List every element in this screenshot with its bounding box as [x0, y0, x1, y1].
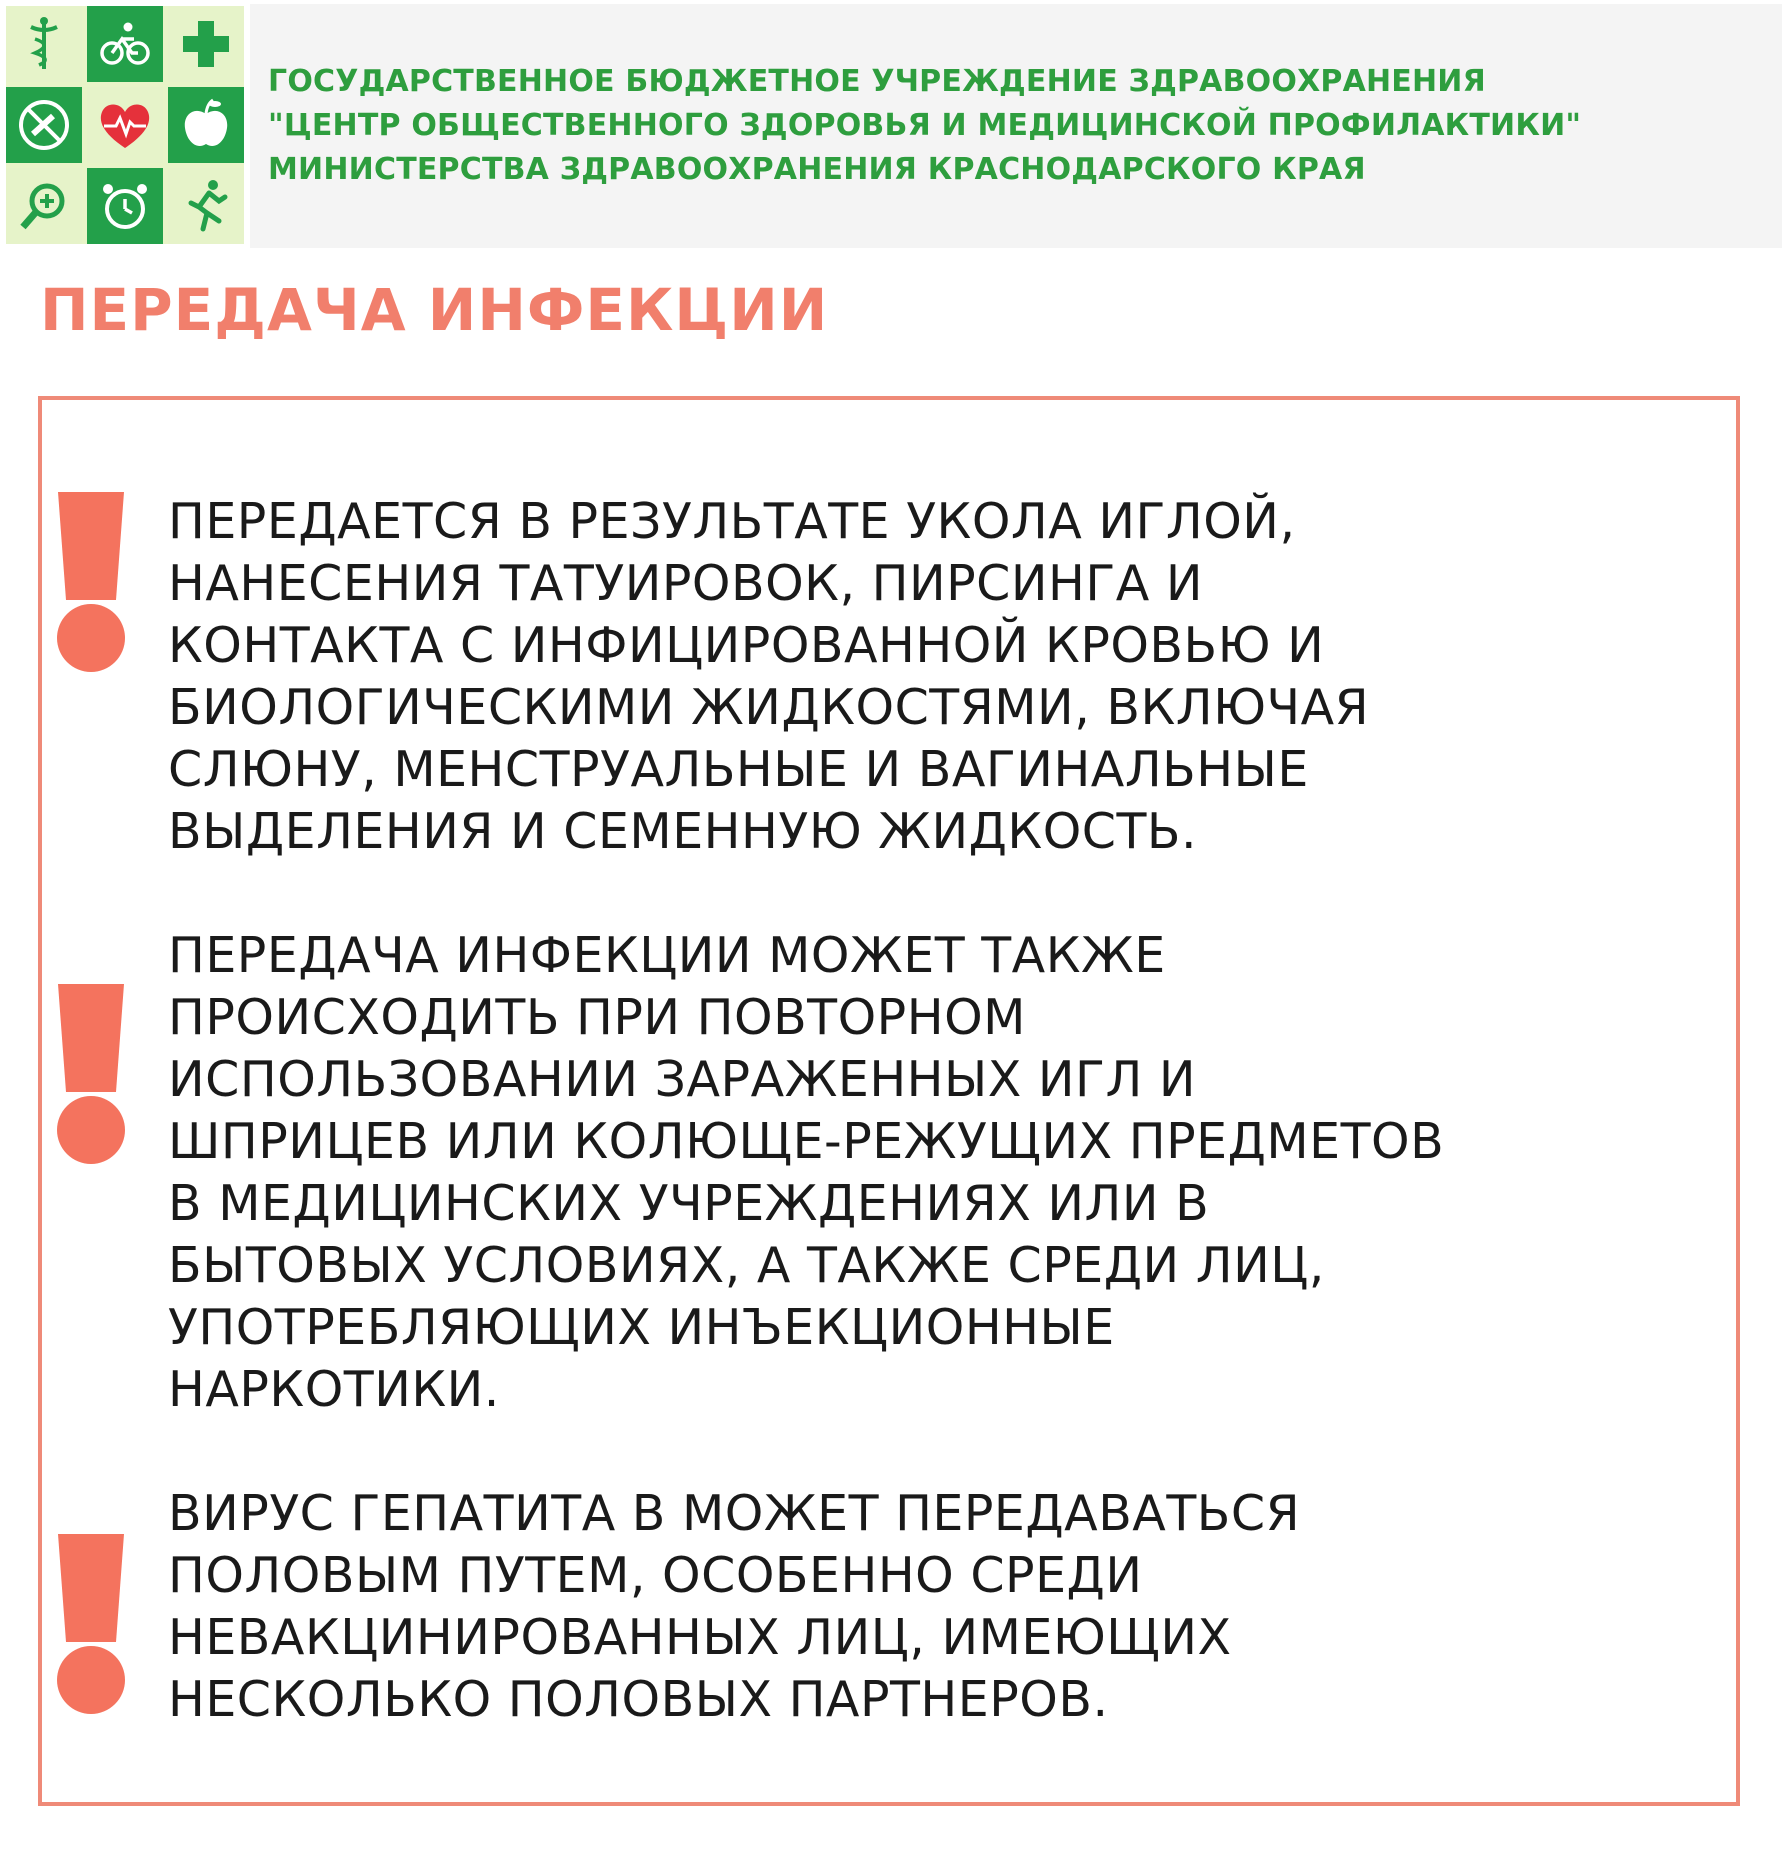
org-name-line-3: МИНИСТЕРСТВА ЗДРАВООХРАНЕНИЯ КРАСНОДАРСКОГО КРАЯ — [268, 152, 1366, 187]
page-title: ПЕРЕДАЧА ИНФЕКЦИИ — [40, 276, 829, 344]
paragraph-line: ВИРУС ГЕПАТИТА В МОЖЕТ ПЕРЕДАВАТЬСЯ — [168, 1485, 1301, 1542]
paragraph-line: НЕСКОЛЬКО ПОЛОВЫХ ПАРТНЕРОВ. — [168, 1671, 1109, 1728]
paragraph-3 — [168, 1483, 1728, 1731]
paragraph-line: НЕВАКЦИНИРОВАННЫХ ЛИЦ, ИМЕЮЩИХ — [168, 1609, 1232, 1666]
caduceus-icon — [6, 6, 82, 82]
org-name-line-2: "ЦЕНТР ОБЩЕСТВЕННОГО ЗДОРОВЬЯ И МЕДИЦИНСКОЙ ПРОФИЛАКТИКИ" — [268, 108, 1582, 143]
exclamation-icon — [54, 492, 128, 672]
logo-grid — [6, 6, 244, 244]
paragraph-line: БЫТОВЫХ УСЛОВИЯХ, А ТАКЖЕ СРЕДИ ЛИЦ, — [168, 1237, 1325, 1294]
heart-pulse-icon — [87, 87, 163, 163]
paragraph-line: ШПРИЦЕВ ИЛИ КОЛЮЩЕ-РЕЖУЩИХ ПРЕДМЕТОВ — [168, 1113, 1445, 1170]
paragraph-line: ПЕРЕДАЧА ИНФЕКЦИИ МОЖЕТ ТАКЖЕ — [168, 927, 1166, 984]
paragraph-line: ИСПОЛЬЗОВАНИИ ЗАРАЖЕННЫХ ИГЛ И — [168, 1051, 1197, 1108]
paragraph-line: БИОЛОГИЧЕСКИМИ ЖИДКОСТЯМИ, ВКЛЮЧАЯ — [168, 679, 1370, 736]
exclamation-icon — [54, 984, 128, 1164]
exclamation-icon — [54, 1534, 128, 1714]
magnifier-plus-icon — [6, 168, 82, 244]
alarm-clock-icon — [87, 168, 163, 244]
paragraph-line: ПРОИСХОДИТЬ ПРИ ПОВТОРНОМ — [168, 989, 1026, 1046]
paragraph-line: КОНТАКТА С ИНФИЦИРОВАННОЙ КРОВЬЮ И — [168, 617, 1325, 674]
paragraph-line: В МЕДИЦИНСКИХ УЧРЕЖДЕНИЯХ ИЛИ В — [168, 1175, 1210, 1232]
header — [0, 0, 1786, 250]
apple-icon — [168, 87, 244, 163]
paragraph-line: НАРКОТИКИ. — [168, 1361, 500, 1418]
paragraph-line: ПОЛОВЫМ ПУТЕМ, ОСОБЕННО СРЕДИ — [168, 1547, 1143, 1604]
medical-cross-icon — [168, 6, 244, 82]
paragraph-line: УПОТРЕБЛЯЮЩИХ ИНЪЕКЦИОННЫЕ — [168, 1299, 1115, 1356]
runner-icon — [168, 168, 244, 244]
paragraph-line: ВЫДЕЛЕНИЯ И СЕМЕННУЮ ЖИДКОСТЬ. — [168, 803, 1198, 860]
paragraph-line: ПЕРЕДАЕТСЯ В РЕЗУЛЬТАТЕ УКОЛА ИГЛОЙ, — [168, 493, 1296, 550]
paragraph-line: НАНЕСЕНИЯ ТАТУИРОВОК, ПИРСИНГА И — [168, 555, 1203, 612]
paragraph-1 — [168, 491, 1728, 863]
bicycle-icon — [87, 6, 163, 82]
paragraph-2 — [168, 925, 1728, 1421]
no-smoking-icon — [6, 87, 82, 163]
org-name-line-1: ГОСУДАРСТВЕННОЕ БЮДЖЕТНОЕ УЧРЕЖДЕНИЕ ЗДРАВООХРАНЕНИЯ — [268, 64, 1486, 99]
paragraph-line: СЛЮНУ, МЕНСТРУАЛЬНЫЕ И ВАГИНАЛЬНЫЕ — [168, 741, 1309, 798]
